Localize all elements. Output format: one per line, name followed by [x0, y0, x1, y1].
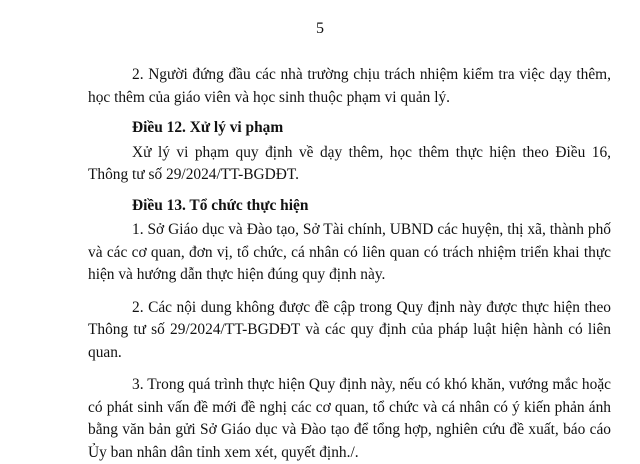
page-number: 5	[316, 20, 324, 37]
paragraph-implementation-2: 2. Các nội dung không được đề cập trong Quy định này được thực hiện theo Thông tư số 29/2024/TT-BGDĐT và các quy định của pháp luật hiện hành có liên quan.	[88, 298, 611, 361]
paragraph-implementation-3: 3. Trong quá trình thực hiện Quy định này, nếu có khó khăn, vướng mắc hoặc có phát sinh vấn đề mới đề nghị các cơ quan, tổ chức và cá nhân có ý kiến phản ánh bằng văn bản gửi Sở Giáo dục và Đào tạo để tổng hợp, nghiên cứu đề xuất, báo cáo Ủy ban nhân dân tỉnh xem xét, quyết định./.	[88, 376, 611, 461]
paragraph-teacher-supervision: 2. Người đứng đầu các nhà trường chịu trách nhiệm kiểm tra việc dạy thêm, học thêm của giáo viên và học sinh thuộc phạm vi quản lý.	[88, 66, 611, 106]
article-12-heading: Điều 12. Xử lý vi phạm	[132, 119, 284, 136]
paragraph-implementation-1: 1. Sở Giáo dục và Đào tạo, Sở Tài chính, UBND các huyện, thị xã, thành phố và các cơ quan, đơn vị, tổ chức, cá nhân có liên quan có trách nhiệm triển khai thực hiện và hướng dẫn thực hiện đúng quy định này.	[88, 221, 611, 283]
article-13-heading: Điều 13. Tổ chức thực hiện	[132, 196, 309, 214]
paragraph-violation-handling: Xử lý vi phạm quy định về dạy thêm, học thêm thực hiện theo Điều 16, Thông tư số 29/2024/TT-BGDĐT.	[88, 143, 611, 183]
